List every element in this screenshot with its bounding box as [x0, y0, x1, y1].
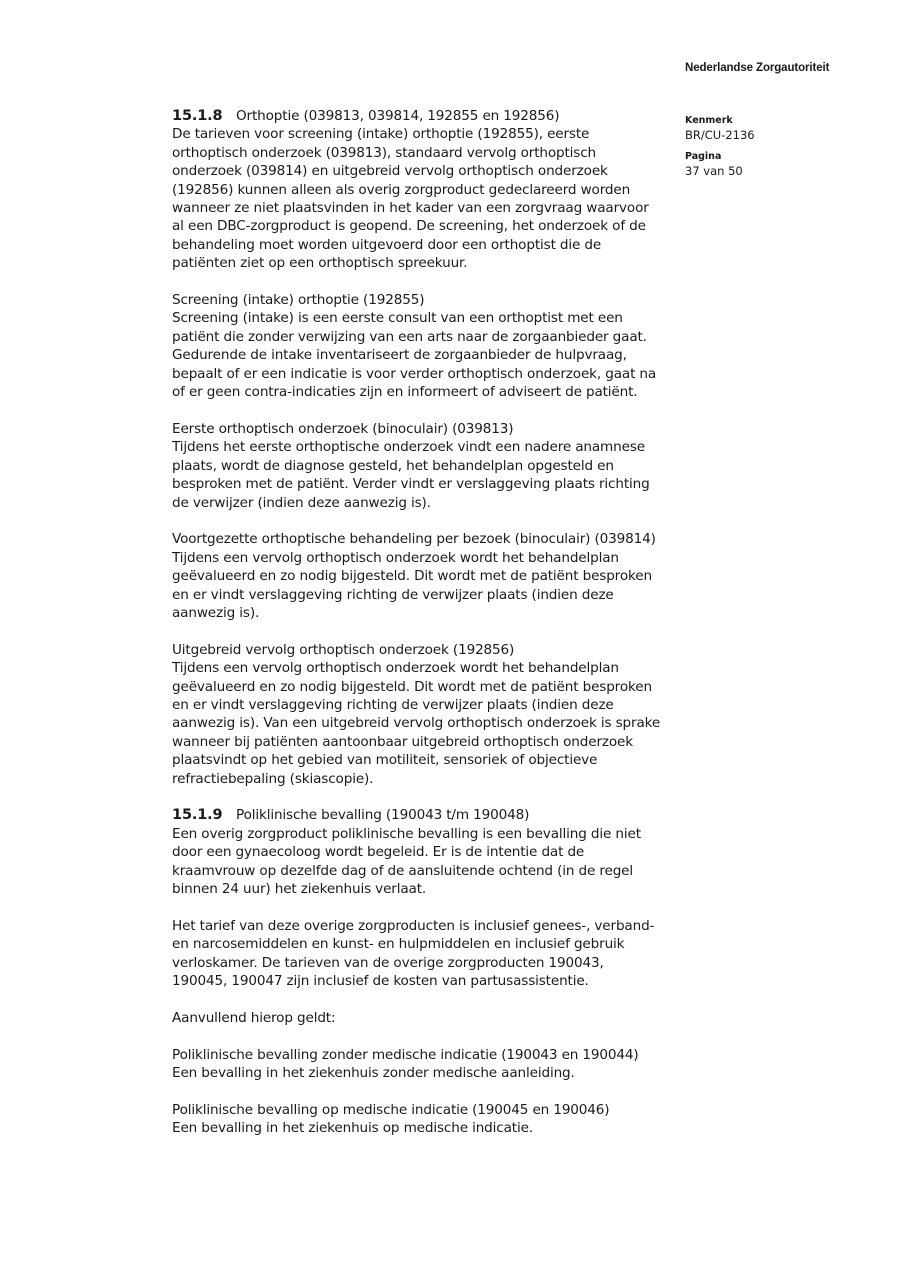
text-line: orthoptisch onderzoek (039813), standaard vervolg orthoptisch: [172, 144, 597, 161]
section-paragraph: [172, 641, 677, 788]
text-line: De tarieven voor screening (intake) orthoptie (192855), eerste: [172, 126, 590, 143]
text-line: Gedurende de intake inventariseert de zorgaanbieder de hulpvraag,: [172, 347, 627, 364]
text-line: wanneer ze niet plaatsvinden in het kader van een zorgvraag waarvoor: [172, 200, 649, 217]
subsection-heading: Voortgezette orthoptische behandeling per bezoek (binoculair) (039814): [172, 531, 656, 548]
text-line: of er geen contra-indicaties zijn en informeert of adviseert de patiënt.: [172, 384, 638, 401]
text-line: Tijdens het eerste orthoptische onderzoek vindt een nadere anamnese: [172, 439, 645, 456]
text-line: geëvalueerd en zo nodig bijgesteld. Dit wordt met de patiënt besproken: [172, 678, 652, 695]
text-line: aanwezig is).: [172, 604, 260, 621]
text-line: en narcosemiddelen en kunst- en hulpmiddelen en inclusief gebruik: [172, 936, 625, 953]
text-line: Een bevalling in het ziekenhuis zonder medische aanleiding.: [172, 1065, 575, 1081]
text-line: patiënt die zonder verwijzing van een arts naar de zorgaanbieder gaat.: [172, 328, 647, 345]
text-line: Aanvullend hierop geldt:: [172, 1009, 336, 1026]
text-line: Een bevalling in het ziekenhuis op medische indicatie.: [172, 1120, 533, 1137]
text-line: geëvalueerd en zo nodig bijgesteld. Dit wordt met de patiënt besproken: [172, 568, 652, 585]
section-paragraph: [172, 1101, 677, 1138]
text-line: plaatsvindt op het gebied van motiliteit, sensoriek of objectieve: [172, 752, 598, 769]
text-line: Screening (intake) is een eerste consult van een orthoptist met een: [172, 310, 623, 327]
section-paragraph: [172, 530, 677, 622]
text-line: Een overig zorgproduct poliklinische bevalling is een bevalling die niet: [172, 825, 641, 842]
pagina-label: Pagina: [685, 151, 722, 162]
text-line: behandeling moet worden uitgevoerd door een orthoptist die de: [172, 236, 602, 253]
pagina-value: 37 van 50: [685, 164, 743, 178]
text-line: Het tarief van deze overige zorgproducten is inclusief genees-, verband-: [172, 917, 655, 934]
text-line: en er vindt verslaggeving richting de verwijzer plaats (indien deze: [172, 586, 614, 603]
text-line: binnen 24 uur) het ziekenhuis verlaat.: [172, 880, 427, 897]
section-paragraph-first: [172, 806, 677, 898]
text-line: wanneer bij patiënten aantoonbaar uitgebreid orthoptisch onderzoek: [172, 733, 633, 750]
section-title: Orthoptie (039813, 039814, 192855 en 192856): [236, 108, 560, 124]
kenmerk-label: Kenmerk: [685, 115, 733, 126]
text-line: en er vindt verslaggeving richting de verwijzer plaats (indien deze: [172, 696, 614, 713]
organization-name: Nederlandse Zorgautoriteit: [685, 62, 830, 74]
section-paragraph: [172, 1009, 677, 1027]
text-line: (192856) kunnen alleen als overig zorgproduct gedeclareerd worden: [172, 181, 631, 198]
subsection-heading: Eerste orthoptisch onderzoek (binoculair) (039813): [172, 420, 514, 437]
section-heading: [172, 806, 677, 824]
text-line: door een gynaecoloog wordt begeleid. Er is de intentie dat de: [172, 844, 585, 861]
document-body: [172, 107, 677, 1156]
subsection-heading: Uitgebreid vervolg orthoptisch onderzoek (192856): [172, 641, 515, 658]
kenmerk-value: BR/CU-2136: [685, 128, 755, 142]
section-paragraph: [172, 1046, 677, 1083]
text-line: patiënten ziet op een orthoptisch spreekuur.: [172, 255, 468, 272]
text-line: Tijdens een vervolg orthoptisch onderzoek wordt het behandelplan: [172, 660, 619, 677]
section-paragraph-first: [172, 107, 677, 273]
text-line: onderzoek (039814) en uitgebreid vervolg orthoptisch onderzoek: [172, 163, 608, 180]
text-line: plaats, wordt de diagnose gesteld, het behandelplan opgesteld en: [172, 457, 614, 474]
section-title: Poliklinische bevalling (190043 t/m 190048): [236, 807, 530, 824]
text-line: 190045, 190047 zijn inclusief de kosten van partusassistentie.: [172, 973, 589, 989]
section-paragraph: [172, 291, 677, 401]
text-line: verloskamer. De tarieven van de overige zorgproducten 190043,: [172, 954, 604, 971]
text-line: de verwijzer (indien deze aanwezig is).: [172, 494, 431, 511]
section-number: 15.1.8: [172, 108, 223, 124]
section-paragraph: [172, 420, 677, 512]
subsection-heading: Poliklinische bevalling op medische indicatie (190045 en 190046): [172, 1101, 610, 1118]
text-line: aanwezig is). Van een uitgebreid vervolg orthoptisch onderzoek is sprake: [172, 715, 661, 732]
text-line: al een DBC-zorgproduct is geopend. De screening, het onderzoek of de: [172, 218, 646, 235]
text-line: kraamvrouw op dezelfde dag of de aansluitende ochtend (in de regel: [172, 862, 634, 879]
text-line: besproken met de patiënt. Verder vindt er verslaggeving plaats richting: [172, 476, 650, 493]
subsection-heading: Poliklinische bevalling zonder medische indicatie (190043 en 190044): [172, 1046, 639, 1063]
text-line: refractiebepaling (skiascopie).: [172, 770, 374, 787]
section-number: 15.1.9: [172, 807, 223, 824]
text-line: bepaalt of er een indicatie is voor verder orthoptisch onderzoek, gaat na: [172, 365, 657, 382]
document-meta: [685, 113, 755, 185]
section-heading: [172, 107, 677, 125]
text-line: Tijdens een vervolg orthoptisch onderzoek wordt het behandelplan: [172, 549, 619, 566]
subsection-heading: Screening (intake) orthoptie (192855): [172, 292, 425, 309]
section-paragraph: [172, 917, 677, 991]
